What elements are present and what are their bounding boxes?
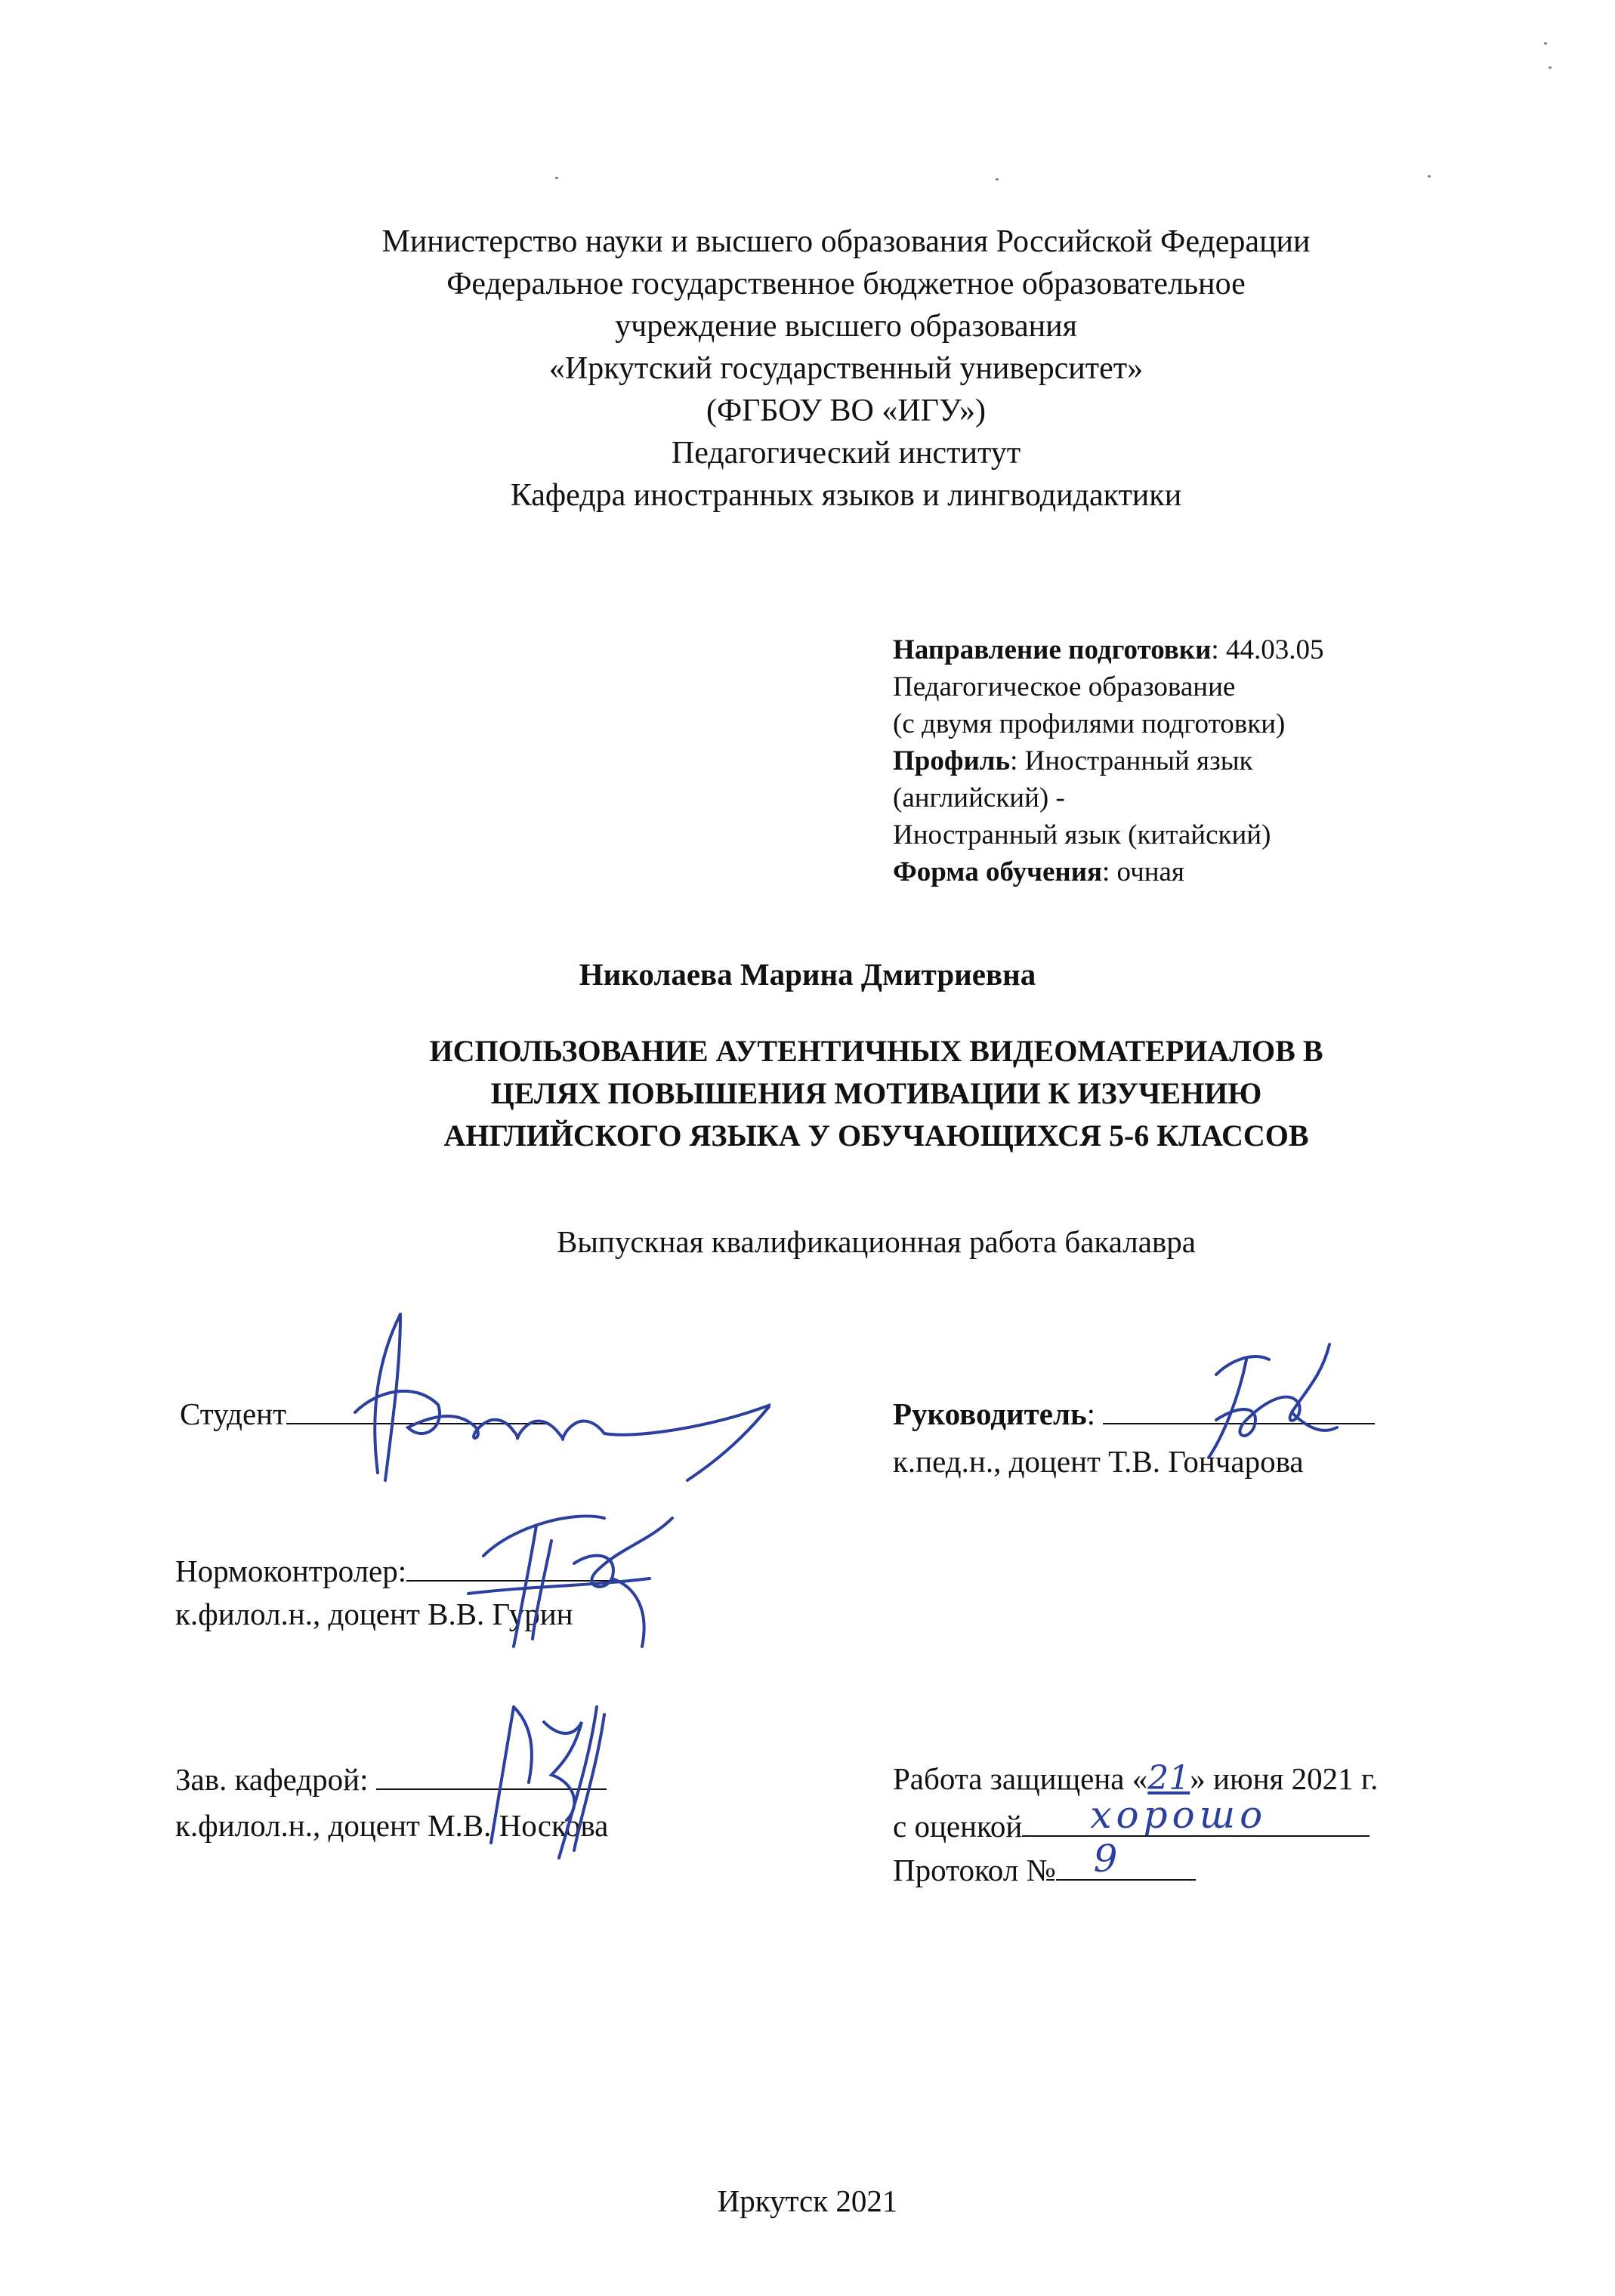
profile-line: Иностранный язык (китайский) — [893, 819, 1271, 850]
supervisor-signature — [1171, 1329, 1352, 1480]
form-label: Форма обучения — [893, 856, 1103, 887]
grade-label-text: с оценкой — [893, 1809, 1023, 1844]
city-year: Иркутск 2021 — [717, 2183, 898, 2218]
header-line: Федеральное государственное бюджетное образовательное — [446, 267, 1246, 301]
defense-day: 21 — [1147, 1759, 1190, 1798]
header-line: Педагогический институт — [671, 436, 1021, 471]
title-line: АНГЛИЙСКОГО ЯЗЫКА У ОБУЧАЮЩИХСЯ 5-6 КЛАССОВ — [443, 1119, 1309, 1153]
institution-header — [196, 221, 1496, 517]
protocol-blank — [1056, 1837, 1196, 1881]
program-info — [893, 631, 1467, 890]
form-value: : очная — [1102, 856, 1184, 887]
normcontrol-name: к.филол.н., доцент В.В. Гурин — [175, 1597, 573, 1631]
head-label: Зав. кафедрой: — [175, 1762, 369, 1797]
direction-line: Педагогическое образование — [893, 671, 1236, 702]
protocol-line — [893, 1837, 1196, 1889]
profile-value: : Иностранный язык — [1010, 745, 1253, 776]
header-line: (ФГБОУ ВО «ИГУ») — [706, 393, 987, 428]
head-name: к.филол.н., доцент М.В. Носкова — [175, 1808, 609, 1843]
direction-line: (с двумя профилями подготовки) — [893, 708, 1286, 739]
head-signature — [468, 1677, 619, 1873]
work-type: Выпускная квалификационная работа бакалавра — [557, 1224, 1196, 1259]
defense-suffix: » июня 2021 г. — [1190, 1761, 1379, 1796]
student-signature — [287, 1299, 770, 1495]
supervisor-label: Руководитель — [893, 1396, 1087, 1431]
scan-speck — [555, 177, 558, 179]
header-line: Министерство науки и высшего образования Российской Федерации — [381, 224, 1311, 259]
scan-speck — [1549, 66, 1552, 69]
protocol-value: 9 — [1093, 1837, 1118, 1881]
header-line: Кафедра иностранных языков и лингводидактики — [510, 478, 1182, 513]
thesis-title — [227, 1030, 1526, 1157]
defense-line — [893, 1760, 1378, 1798]
title-line: ЦЕЛЯХ ПОВЫШЕНИЯ МОТИВАЦИИ К ИЗУЧЕНИЮ — [490, 1076, 1262, 1110]
profile-label: Профиль — [893, 745, 1011, 776]
header-line: «Иркутский государственный университет» — [548, 351, 1144, 386]
grade-value: хорошо — [1090, 1793, 1268, 1837]
normcontrol-signature — [423, 1495, 710, 1662]
protocol-label: Протокол № — [893, 1853, 1056, 1887]
author-name: Николаева Марина Дмитриевна — [579, 957, 1036, 992]
direction-label: Направление подготовки — [893, 634, 1212, 665]
grade-line — [893, 1793, 1370, 1845]
grade-blank — [1022, 1793, 1370, 1837]
scan-speck — [1428, 175, 1431, 177]
supervisor-colon: : — [1086, 1396, 1096, 1431]
supervisor-name: к.пед.н., доцент Т.В. Гончарова — [893, 1444, 1304, 1479]
scan-speck — [1544, 42, 1547, 45]
profile-line: (английский) - — [893, 782, 1065, 813]
title-line: ИСПОЛЬЗОВАНИЕ АУТЕНТИЧНЫХ ВИДЕОМАТЕРИАЛОВ В — [429, 1034, 1323, 1068]
header-line: учреждение высшего образования — [615, 309, 1077, 344]
normcontrol-label: Нормоконтролер: — [175, 1554, 407, 1588]
defense-prefix: Работа защищена « — [893, 1761, 1148, 1796]
direction-value: : 44.03.05 — [1211, 634, 1324, 665]
scan-speck — [996, 178, 999, 181]
student-label: Студент — [180, 1396, 287, 1431]
